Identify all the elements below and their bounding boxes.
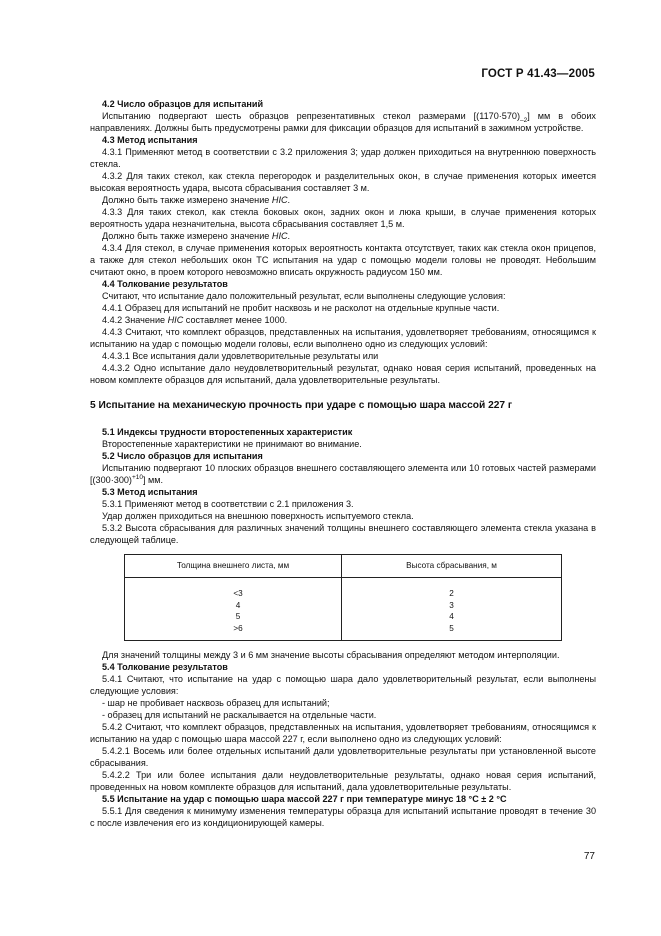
section-4-4-intro: Считают, что испытание дало положительный результат, если выполнены следующие условия: [102, 291, 506, 301]
thickness-value: <3 [233, 589, 243, 598]
after-table-note: Для значений толщины между 3 и 6 мм значение высоты сбрасывания определяют методом интерполяции. [102, 650, 560, 660]
clause-5-4-2-2: 5.4.2.2 Три или более испытания дали неудовлетворительные результаты, однако новая серия испытаний, проведенных на новом комплекте образцов для испытаний, дала удовлетворительные результаты. [90, 770, 596, 792]
clause-4-3-2-hic: Должно быть также измерено значение HIC. [102, 195, 291, 205]
clause-5-3-1: 5.3.1 Применяют метод в соответствии с 2.1 приложения 3. [102, 499, 354, 509]
clause-4-3-2: 4.3.2 Для таких стекол, как стекла перегородок и разделительных окон, в случае применения которых имеется высокая вероятность удара, высота сбрасывания составляет 3 м. [90, 171, 596, 193]
section-4-4-title: 4.4 Толкование результатов [102, 279, 228, 289]
drop-height-table [124, 554, 562, 641]
clause-5-4-1: 5.4.1 Считают, что испытание на удар с помощью шара дало удовлетворительный результат, если выполнены следующие условия: [90, 674, 596, 696]
table-cell-thickness [125, 578, 342, 641]
section-5-1-text: Второстепенные характеристики не принимают во внимание. [102, 439, 362, 449]
section-4-2-title: 4.2 Число образцов для испытаний [102, 99, 264, 109]
section-5-3-title: 5.3 Метод испытания [102, 487, 198, 497]
clause-4-4-2: 4.4.2 Значение HIC составляет менее 1000. [102, 315, 288, 325]
table-cell-height [342, 578, 562, 641]
document-header: ГОСТ Р 41.43—2005 [481, 68, 595, 80]
section-4-3-title: 4.3 Метод испытания [102, 135, 198, 145]
height-value: 5 [449, 623, 454, 633]
clause-5-3-2: 5.3.2 Высота сбрасывания для различных значений толщины внешнего составляющего элемента стекла указана в следующей таблице. [90, 523, 596, 545]
clause-5-4-1-a: - шар не пробивает насквозь образец для испытаний; [102, 698, 330, 708]
thickness-value: >6 [233, 623, 243, 633]
page-number: 77 [583, 851, 595, 862]
clause-4-4-3-2: 4.4.3.2 Одно испытание дало неудовлетворительный результат, однако новая серия испытаний, проведенных на новом комплекте образцов для испытаний, дала удовлетворительные результаты. [90, 363, 596, 385]
clause-4-3-3-hic: Должно быть также измерено значение HIC. [102, 231, 291, 241]
section-5-title: 5 Испытание на механическую прочность при ударе с помощью шара массой 227 г [90, 400, 513, 411]
table-header-height: Высота сбрасывания, м [342, 555, 562, 578]
height-value: 2 [449, 589, 454, 598]
section-5-5-title: 5.5 Испытание на удар с помощью шара массой 227 г при температуре минус 18 °С ± 2 °С [102, 794, 507, 804]
clause-4-3-3: 4.3.3 Для таких стекол, как стекла боковых окон, задних окон и люка крыши, в случае применения которых вероятность удара незначительна, высота сбрасывания составляет 1,5 м. [90, 207, 596, 229]
clause-4-3-4: 4.3.4 Для стекол, в случае применения которых вероятность контакта отсутствует, таких как стекла окон прицепов, а также для стекол небольших окон ТС испытания на удар с помощью модели головы не проводят. Небольшим считают окно, в проем которого невозможно вписать окружность радиусом 150 мм. [90, 243, 596, 277]
thickness-value: 4 [235, 600, 241, 610]
clause-4-4-3: 4.4.3 Считают, что комплект образцов, представленных на испытания, удовлетворяет требованиям, относящимся к испытанию на удар с помощью модели головы, если выполнено одно из следующих условий: [90, 327, 596, 349]
clause-5-3-1-note: Удар должен приходиться на внешнюю поверхность испытуемого стекла. [102, 511, 414, 521]
document-body [90, 98, 596, 829]
clause-5-4-2-1: 5.4.2.1 Восемь или более отдельных испытаний дали удовлетворительные результаты при установленной высоте сбрасывания. [90, 746, 596, 768]
clause-4-4-1: 4.4.1 Образец для испытаний не пробит насквозь и не расколот на отдельные крупные части. [102, 303, 500, 313]
table-header-thickness: Толщина внешнего листа, мм [125, 555, 342, 578]
section-5-4-title: 5.4 Толкование результатов [102, 662, 228, 672]
clause-5-5-1: 5.5.1 Для сведения к минимуму изменения температуры образца для испытаний испытание проводят в течение 30 с после извлечения его из кондиционирующей камеры. [90, 806, 596, 828]
clause-5-4-2: 5.4.2 Считают, что комплект образцов, представленных на испытания, удовлетворяет требованиям, относящимся к испытанию на удар с помощью шара массой 227 г, если выполнено одно из следующих условий: [90, 722, 596, 744]
section-5-2-title: 5.2 Число образцов для испытания [102, 451, 263, 461]
height-value: 3 [449, 600, 454, 610]
section-5-1-title: 5.1 Индексы трудности второстепенных характеристик [102, 427, 353, 437]
clause-5-4-1-b: - образец для испытаний не раскалывается на отдельные части. [102, 710, 377, 720]
section-4-2-text: Испытанию подвергают шесть образцов репрезентативных стекол размерами $[(1170\cdot 570)_{-2}]$ мм в обоих направлениях. Должны быть предусмотрены рамки для фиксации образцов для испытаний в зажимном устройстве. [90, 111, 596, 133]
section-5-2-text: Испытанию подвергают 10 плоских образцов внешнего составляющего элемента или 10 готовых частей размерами $[(300\cdot 300)^{+10}]$ мм. [90, 463, 596, 485]
height-value: 4 [449, 612, 454, 621]
thickness-value: 5 [235, 612, 241, 621]
clause-4-4-3-1: 4.4.3.1 Все испытания дали удовлетворительные результаты или [102, 351, 379, 361]
clause-4-3-1: 4.3.1 Применяют метод в соответствии с 3.2 приложения 3; удар должен приходиться на внутреннюю поверхность стекла. [90, 147, 596, 169]
